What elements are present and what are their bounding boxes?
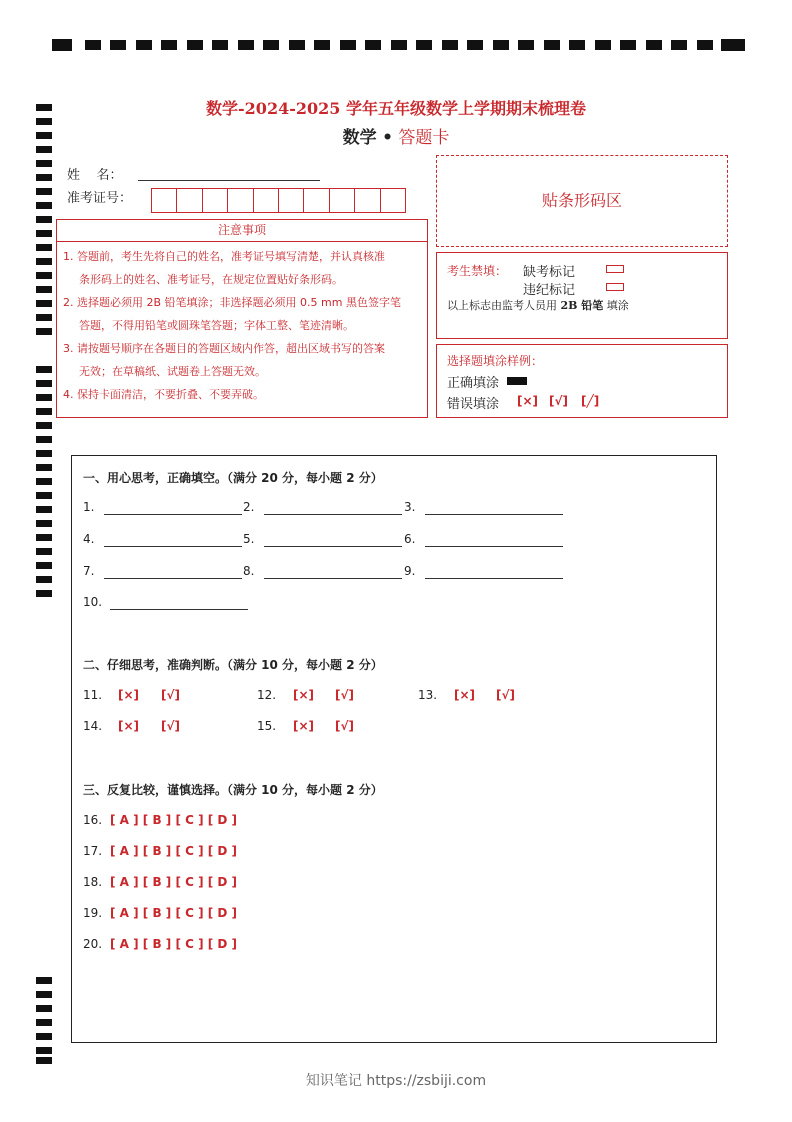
exam-id-digit-box[interactable] <box>380 188 406 213</box>
wrong-fill-mark-slash: [╱] <box>581 394 600 408</box>
name-label: 姓 名： <box>67 168 123 183</box>
exam-id-digit-box[interactable] <box>202 188 228 213</box>
timing-mark <box>518 40 534 50</box>
exam-id-digit-box[interactable] <box>151 188 177 213</box>
timing-mark <box>620 40 636 50</box>
timing-mark <box>36 202 52 209</box>
proctor-note-prefix: 以上标志由监考人员用 <box>447 299 557 312</box>
subtitle-dot: • <box>382 128 393 148</box>
timing-mark <box>467 40 483 50</box>
timing-mark <box>340 40 356 50</box>
timing-mark <box>36 534 52 541</box>
notice-line: 答题，不得用铅笔或圆珠笔答题；字体工整、笔迹清晰。 <box>79 319 354 332</box>
option-false[interactable]: [×] <box>293 719 315 733</box>
question-number: 5. <box>243 532 255 546</box>
proctor-only-box <box>436 252 728 339</box>
notice-line: 4. 保持卡面清洁，不要折叠、不要弄破。 <box>63 388 264 401</box>
timing-mark <box>36 244 52 251</box>
timing-mark <box>36 328 52 335</box>
page-subtitle <box>0 123 792 148</box>
timing-mark <box>36 492 52 499</box>
timing-mark <box>36 520 52 527</box>
correct-fill-label: 正确填涂 <box>447 376 500 391</box>
violation-mark-box[interactable] <box>606 283 624 291</box>
wrong-fill-mark-x: [×] <box>517 394 539 408</box>
choice-options[interactable]: [ A ] [ B ] [ C ] [ D ] <box>110 844 238 858</box>
timing-mark <box>36 286 52 293</box>
option-true[interactable]: [√] <box>161 688 180 702</box>
question-number: 3. <box>404 500 416 514</box>
absent-mark-label: 缺考标记 <box>523 265 576 280</box>
timing-mark <box>36 450 52 457</box>
timing-mark <box>36 272 52 279</box>
exam-id-digit-box[interactable] <box>278 188 304 213</box>
subject-label: 数学 <box>342 128 377 148</box>
timing-mark <box>36 562 52 569</box>
timing-mark <box>52 39 72 51</box>
question-number: 8. <box>243 564 255 578</box>
timing-mark <box>187 40 203 50</box>
notice-line: 条形码上的姓名、准考证号，在规定位置贴好条形码。 <box>79 273 343 286</box>
timing-mark <box>110 40 126 50</box>
exam-id-digit-box[interactable] <box>303 188 329 213</box>
proctor-only-label: 考生禁填： <box>447 264 508 278</box>
timing-mark <box>36 230 52 237</box>
answer-blank[interactable] <box>264 514 402 515</box>
proctor-note <box>447 297 629 313</box>
timing-mark <box>721 39 745 51</box>
timing-mark <box>36 394 52 401</box>
section-2-title: 二、仔细思考，准确判断。（满分 10 分，每小题 2 分） <box>83 658 383 672</box>
timing-mark <box>36 977 52 984</box>
question-number: 9. <box>404 564 416 578</box>
answer-blank[interactable] <box>110 609 248 610</box>
question-number: 12. <box>257 688 277 702</box>
notice-line: 无效；在草稿纸、试题卷上答题无效。 <box>79 365 266 378</box>
wrong-fill-mark-check: [√] <box>549 394 568 408</box>
option-false[interactable]: [×] <box>454 688 476 702</box>
timing-mark <box>36 464 52 471</box>
question-number: 13. <box>418 688 438 702</box>
question-number: 14. <box>83 719 103 733</box>
proctor-note-bold: 2B 铅笔 <box>560 299 604 312</box>
option-true[interactable]: [√] <box>335 719 354 733</box>
answer-blank[interactable] <box>264 578 402 579</box>
correct-fill-mark <box>507 377 527 385</box>
timing-mark <box>36 991 52 998</box>
timing-mark <box>416 40 432 50</box>
exam-id-digit-box[interactable] <box>253 188 279 213</box>
timing-mark <box>697 40 713 50</box>
timing-mark <box>36 408 52 415</box>
answer-blank[interactable] <box>425 514 563 515</box>
timing-mark <box>36 258 52 265</box>
choice-options[interactable]: [ A ] [ B ] [ C ] [ D ] <box>110 813 238 827</box>
notice-line: 2. 选择题必须用 2B 铅笔填涂；非选择题必须用 0.5 mm 黑色签字笔 <box>63 296 401 309</box>
question-number: 19. <box>83 906 103 920</box>
proctor-note-suffix: 填涂 <box>606 299 629 312</box>
exam-id-digit-box[interactable] <box>176 188 202 213</box>
timing-mark <box>36 1047 52 1054</box>
timing-mark <box>238 40 254 50</box>
timing-mark <box>36 506 52 513</box>
timing-mark <box>646 40 662 50</box>
wrong-fill-label: 错误填涂 <box>447 397 500 412</box>
barcode-label: 贴条形码区 <box>541 191 622 210</box>
fill-sample-title: 选择题填涂样例： <box>447 354 544 368</box>
timing-mark <box>263 40 279 50</box>
answer-blank[interactable] <box>264 546 402 547</box>
absent-mark-box[interactable] <box>606 265 624 273</box>
timing-mark <box>544 40 560 50</box>
top-timing-marks <box>52 38 745 52</box>
timing-mark <box>391 40 407 50</box>
exam-id-digit-box[interactable] <box>227 188 253 213</box>
answer-blank[interactable] <box>104 546 242 547</box>
timing-mark <box>36 314 52 321</box>
section-1-title: 一、用心思考，正确填空。（满分 20 分，每小题 2 分） <box>83 471 383 485</box>
timing-mark <box>365 40 381 50</box>
timing-mark <box>36 1005 52 1012</box>
exam-id-boxes <box>151 188 405 213</box>
question-number: 11. <box>83 688 103 702</box>
timing-mark <box>493 40 509 50</box>
answer-blank[interactable] <box>425 546 563 547</box>
fill-sample-box <box>436 344 728 418</box>
timing-mark <box>36 1033 52 1040</box>
timing-mark <box>569 40 585 50</box>
section-3-title: 三、反复比较，谨慎选择。（满分 10 分，每小题 2 分） <box>83 783 383 797</box>
timing-mark <box>36 576 52 583</box>
timing-mark <box>289 40 305 50</box>
option-false[interactable]: [×] <box>118 719 140 733</box>
timing-mark <box>671 40 687 50</box>
timing-mark <box>36 548 52 555</box>
timing-mark <box>36 300 52 307</box>
timing-mark <box>36 1057 52 1064</box>
answer-area <box>71 455 717 1043</box>
timing-mark <box>36 366 52 373</box>
timing-mark <box>36 174 52 181</box>
question-number: 20. <box>83 937 103 951</box>
notice-line: 3. 请按题号顺序在各题目的答题区域内作答，超出区域书写的答案 <box>63 342 385 355</box>
timing-mark <box>36 422 52 429</box>
timing-mark <box>36 380 52 387</box>
question-number: 4. <box>83 532 95 546</box>
answer-blank[interactable] <box>425 578 563 579</box>
timing-mark <box>161 40 177 50</box>
exam-id-digit-box[interactable] <box>329 188 355 213</box>
timing-mark <box>595 40 611 50</box>
option-false[interactable]: [×] <box>293 688 315 702</box>
timing-mark <box>36 188 52 195</box>
answer-blank[interactable] <box>104 578 242 579</box>
question-number: 2. <box>243 500 255 514</box>
timing-mark <box>36 436 52 443</box>
timing-mark <box>36 160 52 167</box>
timing-mark <box>85 40 101 50</box>
violation-mark-label: 违纪标记 <box>523 283 576 298</box>
option-true[interactable]: [√] <box>335 688 354 702</box>
question-number: 7. <box>83 564 95 578</box>
name-field[interactable] <box>138 180 320 181</box>
side-timing-marks-middle <box>36 366 52 602</box>
choice-options[interactable]: [ A ] [ B ] [ C ] [ D ] <box>110 875 238 889</box>
question-number: 6. <box>404 532 416 546</box>
exam-id-digit-box[interactable] <box>354 188 380 213</box>
question-number: 15. <box>257 719 277 733</box>
timing-mark <box>136 40 152 50</box>
timing-mark <box>36 478 52 485</box>
question-number: 17. <box>83 844 103 858</box>
option-true[interactable]: [√] <box>161 719 180 733</box>
side-timing-marks-lower <box>36 977 52 1067</box>
exam-id-label: 准考证号： <box>67 191 133 206</box>
question-number: 1. <box>83 500 95 514</box>
question-number: 16. <box>83 813 103 827</box>
answer-card-label: 答题卡 <box>398 128 450 148</box>
question-number: 10. <box>83 595 103 609</box>
timing-mark <box>36 590 52 597</box>
question-number: 18. <box>83 875 103 889</box>
page-title: 数学-2024-2025 学年五年级数学上学期期末梳理卷 <box>206 99 586 118</box>
choice-options[interactable]: [ A ] [ B ] [ C ] [ D ] <box>110 937 238 951</box>
notice-box <box>56 219 428 418</box>
watermark: 知识笔记 https://zsbiji.com <box>305 1073 487 1089</box>
timing-mark <box>442 40 458 50</box>
timing-mark <box>212 40 228 50</box>
notice-title: 注意事项 <box>57 220 427 242</box>
timing-mark <box>36 216 52 223</box>
barcode-area <box>436 155 728 247</box>
option-true[interactable]: [√] <box>496 688 515 702</box>
option-false[interactable]: [×] <box>118 688 140 702</box>
answer-blank[interactable] <box>104 514 242 515</box>
choice-options[interactable]: [ A ] [ B ] [ C ] [ D ] <box>110 906 238 920</box>
timing-mark <box>36 1019 52 1026</box>
notice-line: 1. 答题前，考生先将自己的姓名，准考证号填写清楚，并认真核准 <box>63 250 385 263</box>
timing-mark <box>314 40 330 50</box>
